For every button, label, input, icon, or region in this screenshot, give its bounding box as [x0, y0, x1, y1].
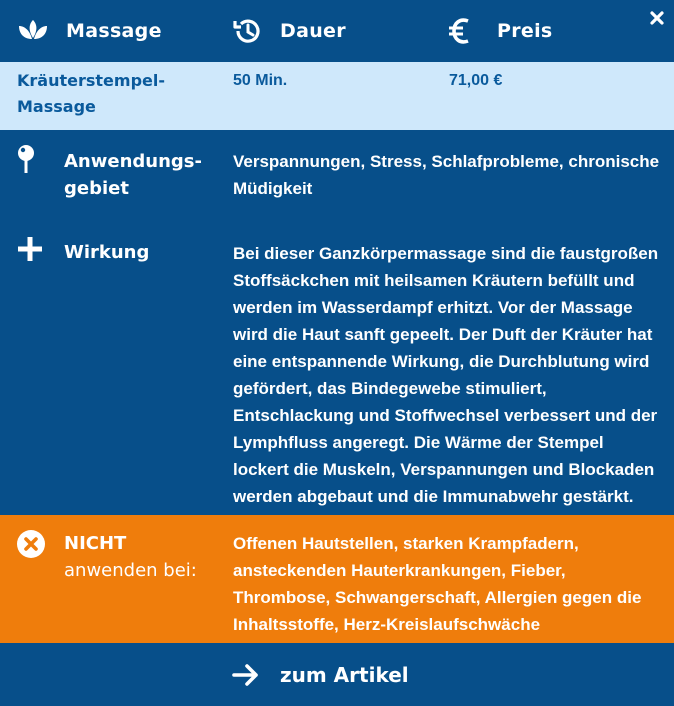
arrow-right-icon	[232, 663, 260, 687]
contraindications-label	[64, 530, 197, 584]
to-article-link[interactable]	[232, 643, 409, 706]
footer-bar	[0, 643, 674, 706]
effect-label: Wirkung	[64, 242, 150, 263]
application-label-line2: gebiet	[64, 178, 129, 199]
price-header-label: Preis	[497, 20, 553, 42]
close-icon	[650, 10, 664, 24]
contraindications-text: Offenen Hautstellen, starken Krampfadern, ansteckenden Hauterkrankungen, Fieber, Thrombose, Schwangerschaft, Allergien gegen die Inhaltsstoffe, Herz-Kreislaufschwäche	[233, 534, 642, 634]
application-text: Verspannungen, Stress, Schlafprobleme, chronische Müdigkeit	[233, 152, 660, 198]
contraindications-label-line1: NICHT	[64, 533, 127, 554]
header-bar	[0, 0, 674, 62]
service-row	[0, 62, 674, 130]
plus-icon	[16, 235, 44, 267]
lotus-icon	[16, 18, 50, 44]
service-duration: 50 Min.	[233, 72, 288, 89]
application-row	[0, 130, 674, 222]
application-label-line1: Anwendungs-	[64, 151, 202, 172]
effect-row	[0, 222, 674, 515]
category-header	[16, 0, 162, 62]
x-circle-icon	[16, 529, 46, 563]
service-name: Kräuterstempel-Massage	[17, 71, 165, 116]
price-header	[448, 0, 553, 62]
effect-text: Bei dieser Ganzkörpermassage sind die faustgroßen Stoffsäckchen mit heilsamen Kräutern befüllt und werden im Wasserdampf erhitzt. Vor der Massage wird die Haut sanft gepeelt. Der Duft der Kräuter hat eine entspannende Wirkung, die Durchblutung wird gefördert, das Bindegewebe stimuliert, Entschlackung und Stoffwechsel verbessert und der Lymphfluss angeregt. Die Wärme der Stempel lockert die Muskeln, Verspannungen und Blockaden werden abgebaut und die Immunabwehr gestärkt.	[233, 244, 659, 506]
duration-header-label: Dauer	[280, 20, 346, 42]
to-article-label: zum Artikel	[280, 662, 409, 687]
duration-header	[232, 0, 346, 62]
euro-icon	[448, 16, 472, 46]
category-header-label: Massage	[66, 20, 162, 42]
application-label	[64, 148, 202, 202]
close-button[interactable]	[646, 6, 668, 28]
contraindications-row	[0, 515, 674, 643]
pin-icon	[16, 144, 36, 178]
history-clock-icon	[232, 15, 264, 47]
contraindications-label-line2: anwenden bei:	[64, 560, 197, 581]
service-price: 71,00 €	[449, 72, 503, 89]
